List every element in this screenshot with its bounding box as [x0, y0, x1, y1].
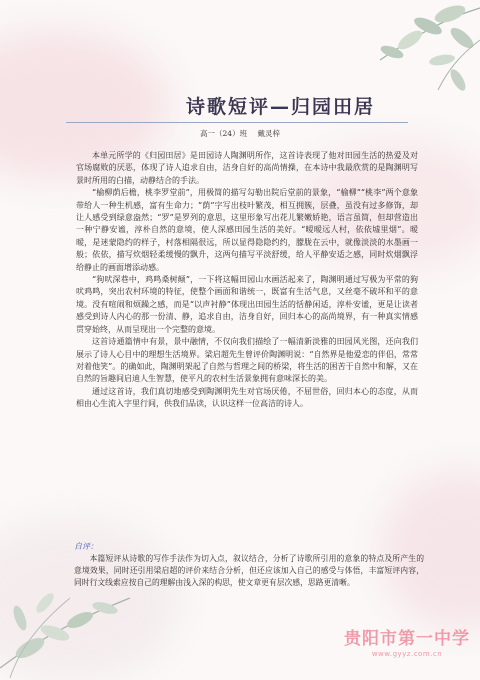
self-comment-text: 本篇短评从诗歌的写作手法作为切入点，叙议结合，分析了诗歌所引用的意象的特点及所产生的意境效果，同时还引用梁启超的评价来结合分析，但还应该加入自己的感受与体悟，丰富短评内容，同时行文线索应按自己的理解由浅入深的构思，使文章更有层次感，思路更清晰。 [74, 554, 424, 587]
watermark-school-name: 贵阳市第一中学 [344, 629, 470, 649]
essay-paragraph: 本单元所学的《归园田居》是田园诗人陶渊明所作，这首诗表现了他对田园生活的热爱及对官场腐败的厌恶，体现了诗人追求自由，洁身自好的高尚情操，在本诗中我最欣赏的是陶渊明写景时所用的白描，动静结合的手法。 [76, 151, 418, 185]
essay-body [76, 150, 418, 411]
pink-watercolor-wash [380, 470, 480, 630]
essay-paragraph: “榆柳荫后檐，桃李罗堂前”，用极简的描写勾勒出院后堂前的景象，“榆柳”“桃李”两个意象带给人一种生机感，富有生命力；“荫”字写出枝叶繁茂，相互拥簇，层叠，虽没有过多修饰，却让人感受到绿意盎然；“罗”是罗列的意思，这里形象写出花儿繁嫩娇艳，语言虽简，但却营造出一种宁静安谧，淳朴自然的意境，使人深感田园生活的美好。“暧暧远人村，依依墟里烟”。暧暧，是迷蒙隐约的样子，村落相隔很远，所以显得隐隐约约，朦胧在云中，就像淡淡的水墨画一般；依依，描写炊烟轻柔缓慢的飘升，这两句描写平淡舒缓，给人平静安适之感，同时炊烟飘浮给静止的画面增添动感。 [76, 188, 418, 272]
essay-paragraph: 通过这首诗，我们真切地感受到陶渊明先生对官场厌倦，不屈世俗，回归本心的态度，从而相由心生流入字里行间，供我们品读，认识这样一位高洁的诗人。 [76, 386, 418, 409]
author-name: 戴灵梓 [257, 129, 280, 138]
document-title: 诗歌短评—归园田居 [186, 96, 376, 118]
essay-paragraph: “狗吠深巷中，鸡鸣桑树颠”，一下将这幅田园山水画活起来了，陶渊明通过写极为平常的狗吠鸡鸣，突出农村环境的特征，使整个画面和谐统一，既富有生活气息，又丝毫不破坏和平的意境。没有喧闹和烦躁之感，而是“以声衬静”体现出田园生活的恬静闲适，淳朴安谧，更是让读者感受到诗人内心的那一份清、静，追求自由，洁身自好，回归本心的高尚境界，有一种真实情感贯穿始终，从而呈现出一个完整的意境。 [76, 275, 418, 334]
watermark-url: www.gyyz.com.cn [371, 650, 443, 658]
self-comment-label: 自评： [74, 542, 98, 551]
title-underline [66, 122, 408, 123]
essay-paragraph: 这首诗通篇情中有景，景中融情，不仅向我们描绘了一幅清新淡雅的田园风光图，还向我们展示了诗人心目中的理想生活境界。梁启超先生曾评价陶渊明说：“自然界是他爱恋的伴侣，常常对着他笑”。的确如此，陶渊明架起了自然与哲理之间的桥梁，将生活的困苦于自然中和解，又在自然的旨趣间启迪人生智慧，使平凡的农村生活景象拥有意味深长的美。 [76, 337, 418, 384]
school-watermark [344, 624, 470, 658]
author-line [0, 128, 480, 139]
author-class: 高一（24）班 [200, 129, 248, 138]
